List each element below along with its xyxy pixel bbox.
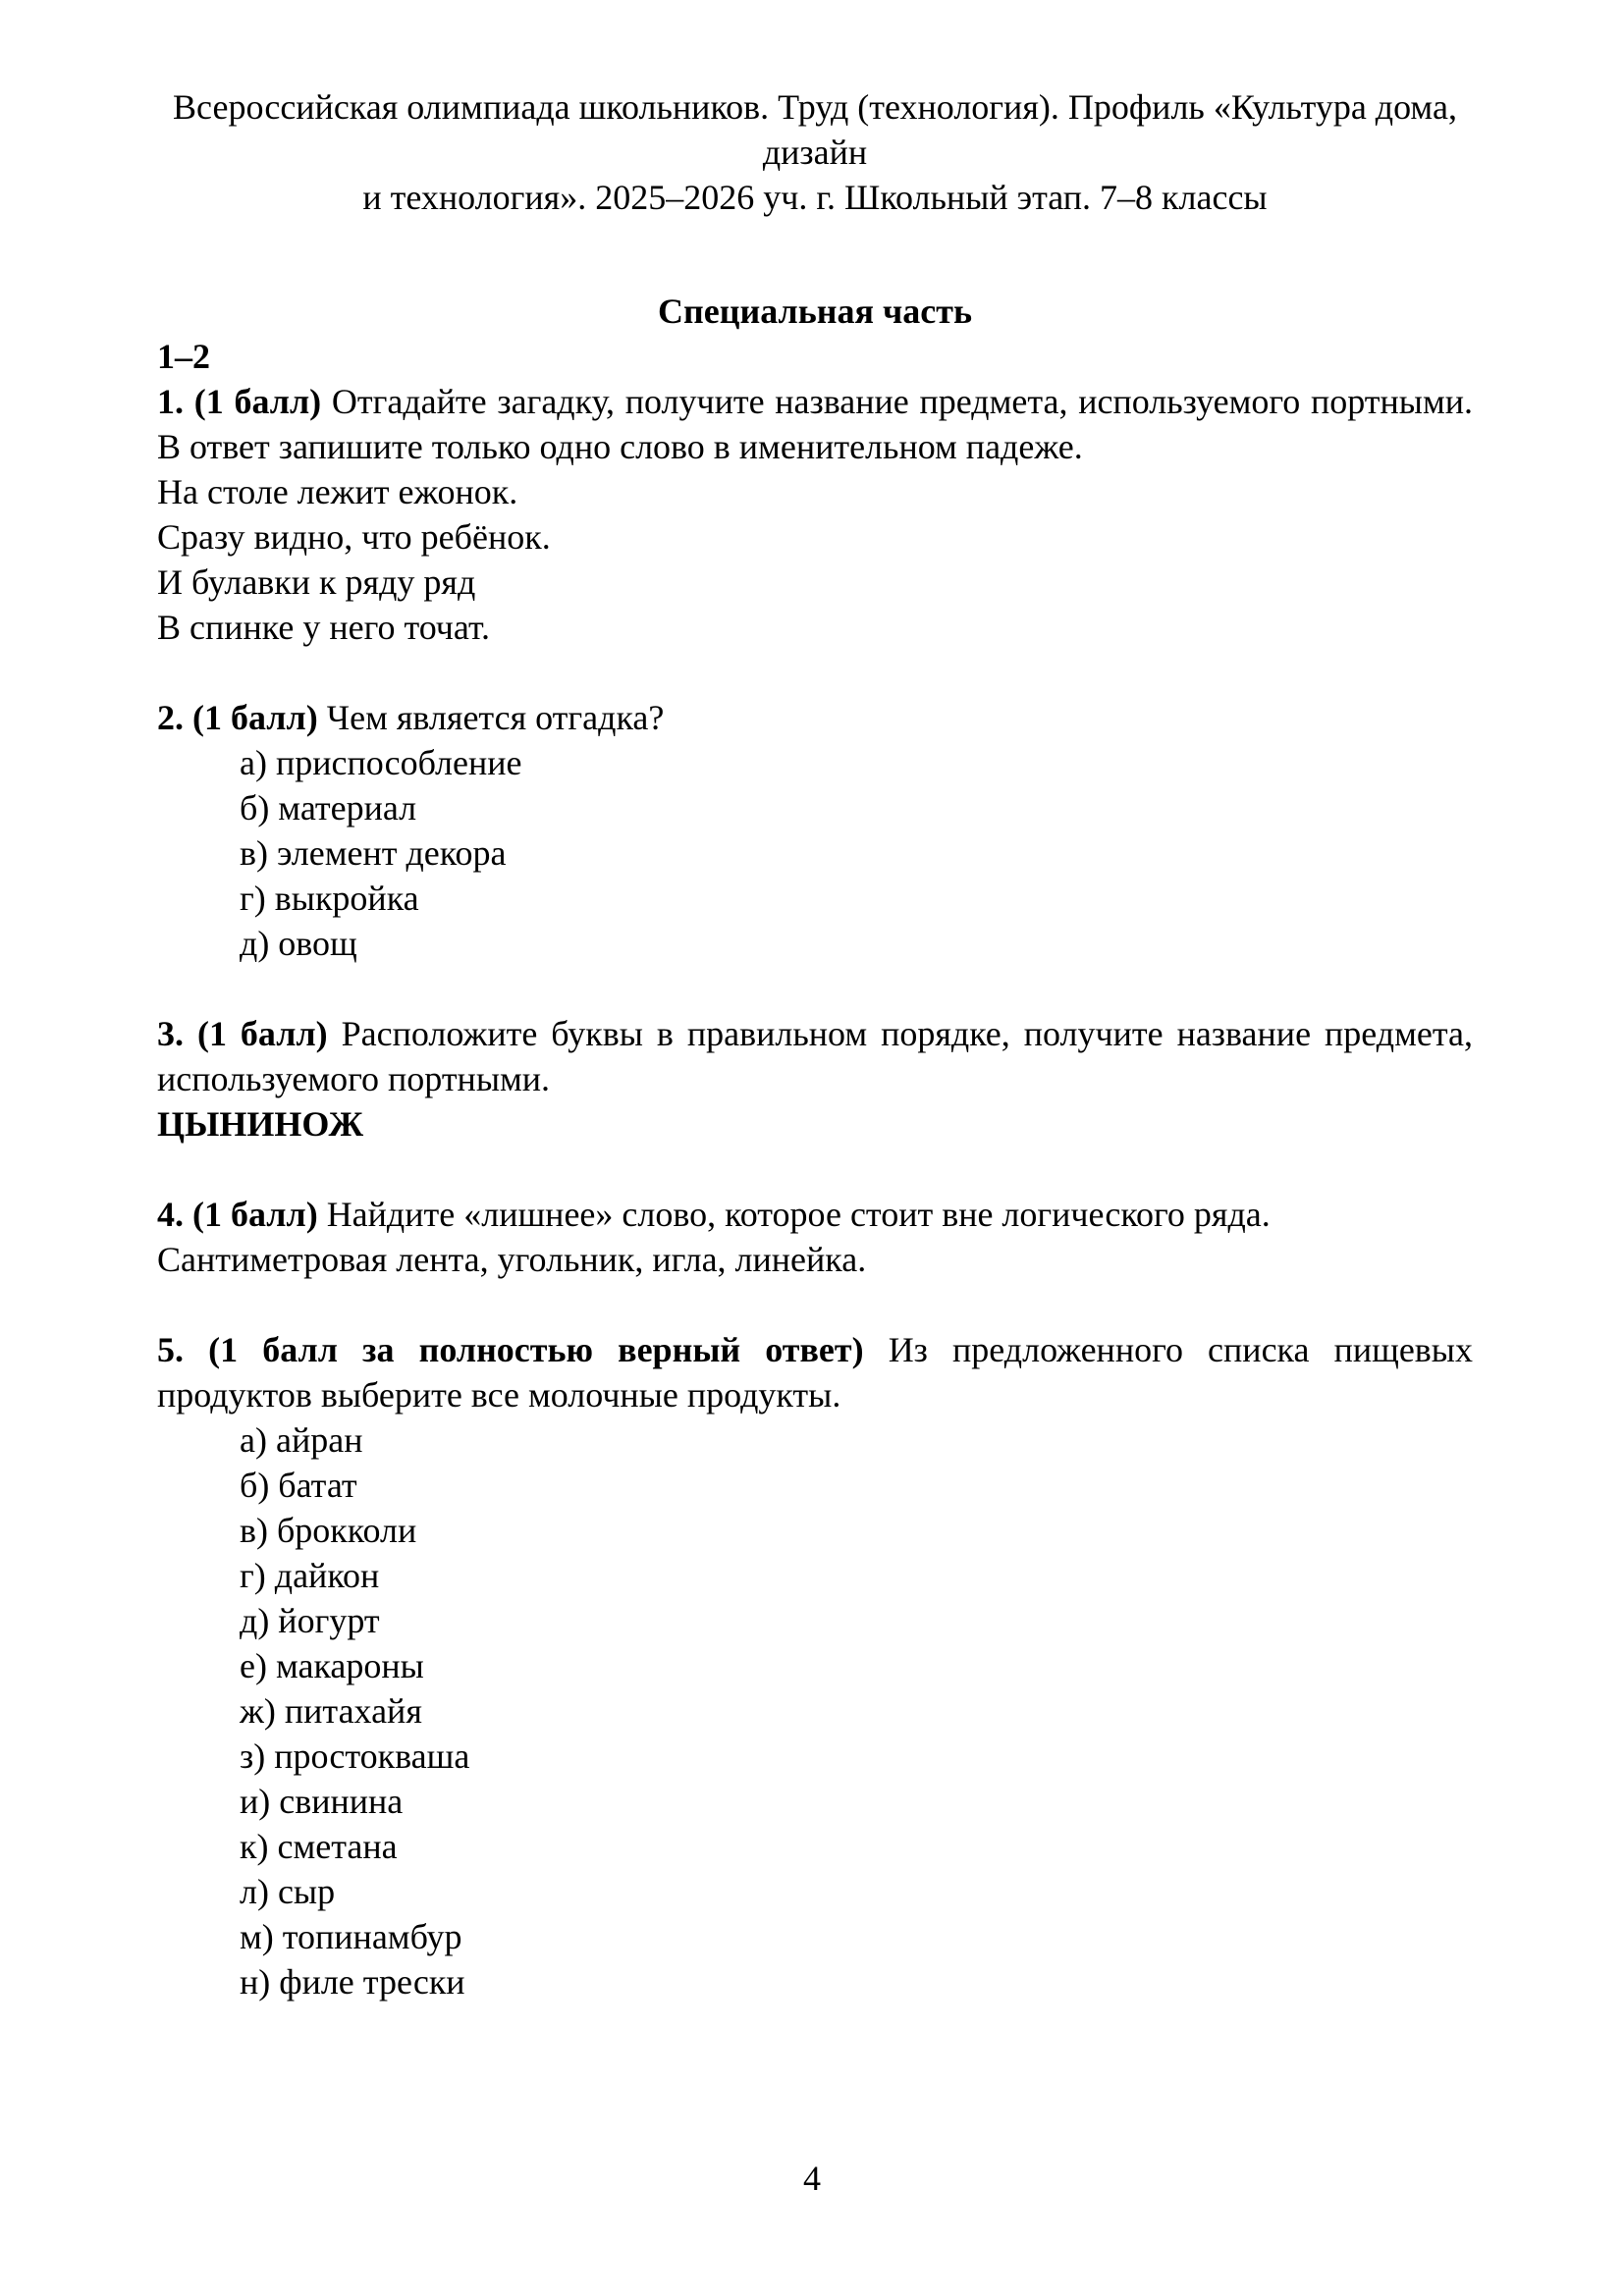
answer-option: а) приспособление <box>240 743 522 782</box>
question-5-options <box>157 1417 1473 2004</box>
riddle-line: В спинке у него точат. <box>157 608 490 647</box>
answer-option: н) филе трески <box>240 1962 465 2002</box>
answer-option: м) топинамбур <box>240 1917 462 1956</box>
page-header <box>157 84 1473 220</box>
question-3-text <box>157 1011 1473 1101</box>
answer-option: и) свинина <box>240 1782 404 1821</box>
question-4-points-label: 4. (1 балл) <box>157 1195 318 1234</box>
answer-option: г) выкройка <box>240 879 419 918</box>
question-1-riddle <box>157 469 1473 650</box>
riddle-line: На столе лежит ежонок. <box>157 472 518 511</box>
question-2-options <box>157 740 1473 966</box>
question-3-scrambled-word: ЦЫНИНОЖ <box>157 1104 364 1144</box>
question-4-word-row: Сантиметровая лента, угольник, игла, линейка. <box>157 1240 867 1279</box>
question-2-points-label: 2. (1 балл) <box>157 698 318 737</box>
question-range-label: 1–2 <box>157 337 210 376</box>
answer-option: в) брокколи <box>240 1511 417 1550</box>
answer-option: б) батат <box>240 1466 357 1505</box>
question-4 <box>157 1192 1473 1282</box>
question-1-text <box>157 379 1473 469</box>
answer-option: в) элемент декора <box>240 833 507 873</box>
answer-option: ж) питахайя <box>240 1691 422 1731</box>
question-5-points-label: 5. (1 балл за полностью верный ответ) <box>157 1330 864 1369</box>
question-3 <box>157 1011 1473 1147</box>
answer-option: л) сыр <box>240 1872 336 1911</box>
page-number: 4 <box>803 2159 821 2198</box>
question-1-body: Отгадайте загадку, получите название предмета, используемого портными. В ответ запишите только одно слово в именительном падеже. <box>157 382 1474 466</box>
header-line-2: и технология». 2025–2026 уч. г. Школьный этап. 7–8 классы <box>362 178 1268 217</box>
answer-option: е) макароны <box>240 1646 424 1685</box>
question-1 <box>157 379 1473 650</box>
answer-option: а) айран <box>240 1420 363 1460</box>
riddle-line: Сразу видно, что ребёнок. <box>157 517 551 557</box>
question-1-points-label: 1. (1 балл) <box>157 382 322 421</box>
question-4-text <box>157 1192 1473 1237</box>
question-2-text <box>157 695 1473 740</box>
answer-option: д) овощ <box>240 924 357 963</box>
question-2-body: Чем является отгадка? <box>326 698 665 737</box>
question-5 <box>157 1327 1473 2004</box>
answer-option: д) йогурт <box>240 1601 380 1640</box>
section-title: Специальная часть <box>658 292 972 331</box>
answer-option: з) простокваша <box>240 1736 470 1776</box>
answer-option: к) сметана <box>240 1827 398 1866</box>
question-3-points-label: 3. (1 балл) <box>157 1014 328 1053</box>
question-5-body: Из предложенного списка пищевых продуктов выберите все молочные продукты. <box>157 1330 1473 1415</box>
question-4-body: Найдите «лишнее» слово, которое стоит вне логического ряда. <box>326 1195 1271 1234</box>
answer-option: г) дайкон <box>240 1556 380 1595</box>
answer-option: б) материал <box>240 788 417 828</box>
riddle-line: И булавки к ряду ряд <box>157 562 476 602</box>
question-2 <box>157 695 1473 966</box>
question-5-text <box>157 1327 1473 1417</box>
header-line-1: Всероссийская олимпиада школьников. Труд (технология). Профиль «Культура дома, дизайн <box>173 87 1457 172</box>
question-3-body: Расположите буквы в правильном порядке, получите название предмета, используемого портными. <box>157 1014 1474 1098</box>
